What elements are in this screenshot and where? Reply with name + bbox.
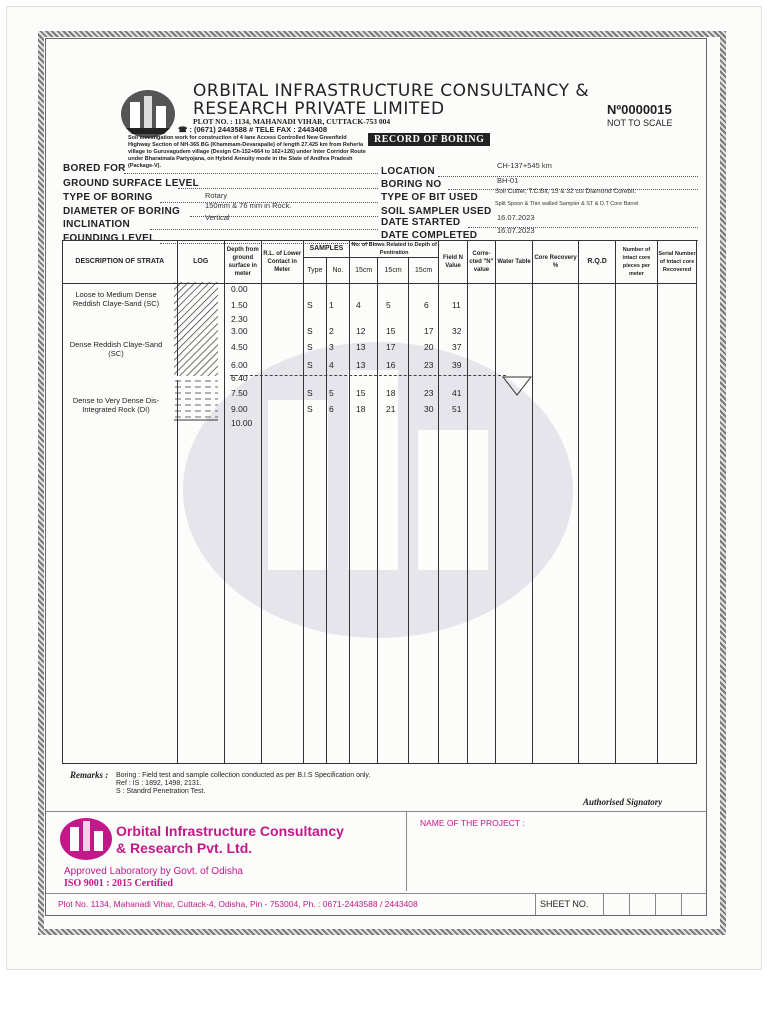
water-level-line (230, 375, 506, 376)
cell-no: 5 (329, 388, 334, 398)
cell-b2: 5 (386, 300, 391, 310)
depth-value: 1.50 (231, 300, 248, 310)
company-phone: ☎ : (0671) 2443588 # TELE FAX : 2443408 (178, 125, 328, 134)
inclination-label: INCLINATION (63, 219, 130, 230)
footer-company-line1: Orbital Infrastructure Consultancy (116, 823, 344, 839)
remarks-label: Remarks : (70, 770, 109, 780)
cell-b2: 16 (386, 360, 396, 370)
cell-no: 3 (329, 342, 334, 352)
boring-no-value: BH-01 (497, 176, 519, 185)
footer-company-line2: & Research Pvt. Ltd. (116, 840, 253, 856)
remarks-line1: Boring : Field test and sample collection conducted as per B.I.S Specification only. (116, 772, 371, 779)
company-name (193, 82, 589, 118)
depth-value: 9.00 (231, 404, 248, 414)
depth-value: 10.00 (231, 418, 253, 428)
sheet-divider (535, 893, 536, 915)
rock-pattern (174, 380, 218, 420)
header-samples: SAMPLES (303, 241, 349, 258)
bit-value: Soil Cutter, T.C.Bit, 15 & 32 cts Diamond Corebit. (495, 188, 637, 195)
cell-b2: 21 (386, 404, 396, 414)
cell-n: 51 (452, 404, 462, 414)
cell-b1: 13 (356, 360, 366, 370)
cell-no: 6 (329, 404, 334, 414)
cell-type: S (307, 342, 313, 352)
company-name-line2: RESEARCH PRIVATE LIMITED (193, 99, 445, 119)
cell-no: 4 (329, 360, 334, 370)
header-blows: No. of Blows Related to Depth of Penitration (349, 241, 438, 258)
diameter-value: 150mm & 76 mm in Rock. (205, 201, 292, 210)
cell-b2: 18 (386, 388, 396, 398)
depth-value: 7.50 (231, 388, 248, 398)
diameter-label: DIAMETER OF BORING (63, 206, 181, 217)
inclination-value: Vertical (205, 213, 230, 222)
founding-label: FOUNDING LEVEL (63, 233, 156, 244)
cell-n: 11 (452, 300, 461, 310)
document-number: Nº0000015 (607, 102, 672, 117)
remarks-line3: S : Standrd Penetration Test. (116, 788, 206, 795)
inclination-line (150, 229, 378, 230)
depth-value: 6.40 (231, 373, 248, 383)
cell-type: S (307, 404, 313, 414)
footer-approval: Approved Laboratory by Govt. of Odisha (64, 866, 243, 877)
location-label: LOCATION (381, 166, 435, 177)
cell-type: S (307, 388, 313, 398)
header-description: DESCRIPTION OF STRATA (63, 241, 178, 284)
depth-value: 3.00 (231, 326, 248, 336)
cell-type: S (307, 326, 313, 336)
header-blow-1: 15cm (349, 258, 377, 284)
sheet-no-label: SHEET NO. (540, 899, 589, 909)
location-value: CH-137+545 km (497, 161, 552, 170)
header-blow-2: 15cm (378, 258, 408, 284)
footer-divider (46, 811, 707, 812)
type-boring-value: Rotary (205, 191, 228, 200)
header-depth: Depth from ground surface in meter (224, 241, 261, 284)
header-water-table: Water Table (496, 241, 533, 284)
cell-b1: 15 (356, 388, 366, 398)
sampler-value: Split Spoon & Thin walled Sampler & ST & D.T Core Barrel (495, 201, 639, 207)
cell-b3: 6 (424, 300, 429, 310)
depth-value: 2.30 (231, 314, 248, 324)
depth-value: 0.00 (231, 284, 248, 294)
cell-b1: 13 (356, 342, 366, 352)
cell-b3: 17 (424, 326, 434, 336)
cell-n: 37 (452, 342, 462, 352)
header-blow-3: 15cm (408, 258, 439, 284)
record-title: RECORD OF BORING (368, 133, 490, 146)
cell-b3: 23 (424, 388, 434, 398)
header-core-recovery: Core Recovery % (532, 241, 578, 284)
boring-no-label: BORING NO (381, 179, 442, 190)
ground-surface-line (178, 188, 378, 189)
scale-note: NOT TO SCALE (607, 118, 673, 128)
project-description: Soil investigation work for construction of 4 lane Access Controlled New Greenfield Highway Section of NH-365 BG (Khammam-Devarapalle) of length 27.425 km from Reherla village to Guruvagudem village (Design Ch-152+664 to 162+126) under Inter Corridor Route under Bharatmala Pariyojana, on Hybrid Annuity mode in the State of Andhra Pradesh (Package-V). (128, 135, 366, 169)
strata-description: Loose to Medium Dense Reddish Claye-Sand (SC) (72, 290, 160, 308)
date-completed-label: DATE COMPLETED (381, 230, 478, 241)
date-started-value: 16.07.2023 (497, 213, 535, 222)
bored-for-line (124, 173, 378, 174)
cell-b2: 15 (386, 326, 396, 336)
cell-no: 1 (329, 300, 334, 310)
header-no: No. (326, 258, 349, 284)
cell-type: S (307, 360, 313, 370)
footer-address: Plot No. 1134, Mahanadi Vihar, Cuttack-4, Odisha, Pin - 753004, Ph. : 0671-2443588 / 2443408 (58, 899, 418, 909)
header-type: Type (303, 258, 326, 284)
strata-description: Dense Reddish Claye-Sand (SC) (69, 340, 163, 358)
cell-b3: 30 (424, 404, 434, 414)
footer-iso: ISO 9001 : 2015 Certified (64, 878, 173, 889)
type-boring-label: TYPE OF BORING (63, 192, 153, 203)
claye-sand-hatch (174, 282, 218, 376)
cell-b3: 20 (424, 342, 434, 352)
header-serial-number: Serial Number of intact core Recovered (657, 241, 696, 284)
strata-log (174, 282, 218, 422)
header-rl: R.L. of Lower Contact in Meter (261, 241, 303, 284)
cell-b1: 18 (356, 404, 366, 414)
authorised-signatory: Authorised Signatory (583, 797, 663, 807)
remarks-line2: Ref : IS : 1892, 1498, 2131. (116, 780, 202, 787)
cell-n: 39 (452, 360, 462, 370)
project-name-label: NAME OF THE PROJECT : (420, 818, 525, 828)
cell-b3: 23 (424, 360, 434, 370)
header-corrected-n: Corre-cted "N" value (467, 241, 495, 284)
date-started-label: DATE STARTED (381, 217, 461, 228)
company-logo-icon (120, 88, 176, 140)
strata-description: Dense to Very Dense Dis-Integrated Rock (DI) (72, 396, 160, 414)
cell-b1: 12 (356, 326, 366, 336)
header-log: LOG (177, 241, 224, 284)
date-completed-value: 16.07.2023 (497, 226, 535, 235)
header-rqd: R.Q.D (579, 241, 616, 284)
depth-value: 4.50 (231, 342, 248, 352)
cell-n: 32 (452, 326, 462, 336)
sampler-label: SOIL SAMPLER USED (381, 206, 492, 217)
sheet-no-boxes (603, 893, 707, 915)
cell-n: 41 (452, 388, 462, 398)
header-field-n: Field N Value (439, 241, 467, 284)
company-name-line1: ORBITAL INFRASTRUCTURE CONSULTANCY & (193, 81, 590, 101)
bit-label: TYPE OF BIT USED (381, 192, 479, 203)
depth-value: 6.00 (231, 360, 248, 370)
cell-b2: 17 (386, 342, 396, 352)
footer-logo-icon (58, 815, 114, 861)
ground-surface-label: GROUND SURFACE LEVEL (63, 178, 200, 189)
header-core-pieces: Number of intact core pieces per meter (615, 241, 657, 284)
company-address: PLOT NO. : 1134, MAHANADI VIHAR, CUTTACK-753 004 (193, 117, 391, 126)
cell-no: 2 (329, 326, 334, 336)
boring-record-table (62, 240, 697, 764)
cell-type: S (307, 300, 313, 310)
footer-vertical-divider (406, 811, 407, 891)
location-line (438, 176, 698, 177)
cell-b1: 4 (356, 300, 361, 310)
bored-for-label: BORED FOR (63, 163, 126, 174)
water-table-icon (502, 376, 532, 396)
